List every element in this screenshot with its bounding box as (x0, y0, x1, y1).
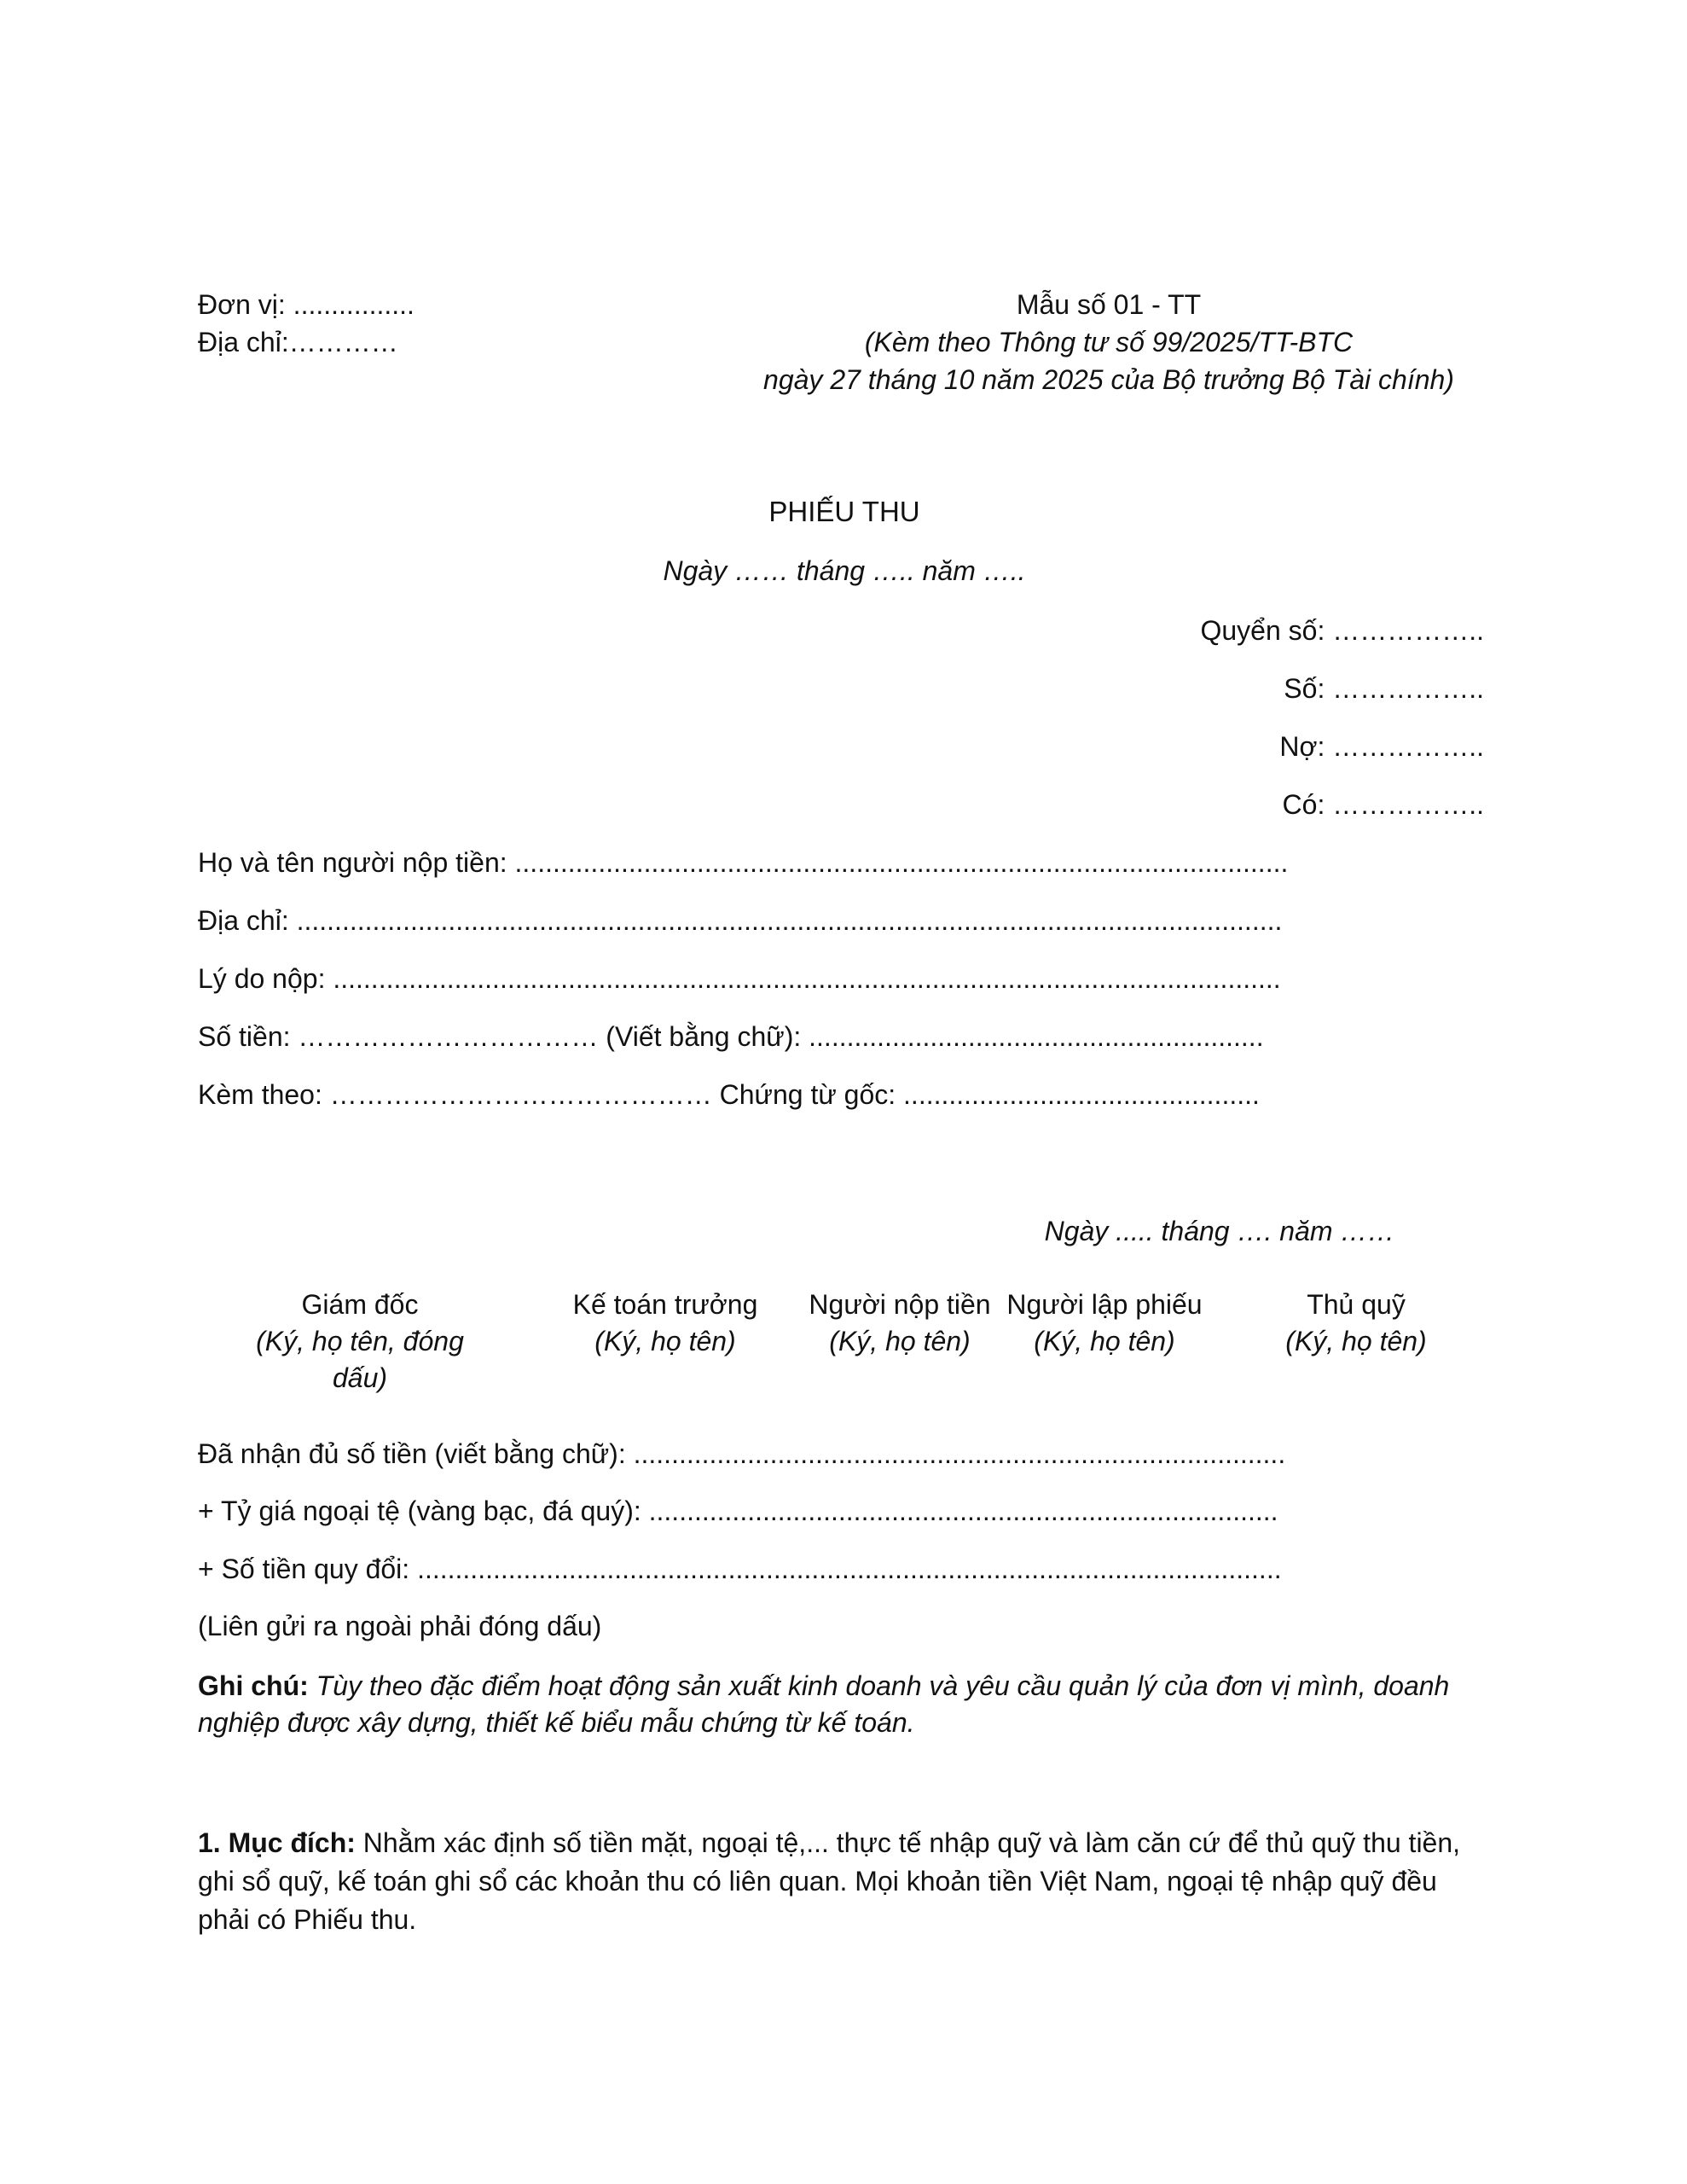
converted-amount-field: + Số tiền quy đổi: .................................................................................................................. (198, 1554, 1282, 1584)
signature-title: Người nộp tiền (809, 1289, 991, 1320)
receipt-number-field: Số: …………….. (1284, 673, 1484, 704)
signature-title: Thủ quỹ (1307, 1289, 1406, 1320)
amount-field: Số tiền: …………………………… (Viết bằng chữ): ............................................................ (198, 1021, 1264, 1052)
document-date: Ngày …… tháng ….. năm ….. (663, 555, 1026, 586)
purpose-label: 1. Mục đích: (198, 1827, 356, 1858)
note-text: Tùy theo đặc điểm hoạt động sản xuất kinh doanh và yêu cầu quản lý của đơn vị mình, doanh nghiệp được xây dựng, thiết kế biểu mẫu chứng từ kế toán. (198, 1670, 1450, 1739)
signature-title: Kế toán trưởng (572, 1289, 758, 1320)
purpose-text: Nhằm xác định số tiền mặt, ngoại tệ,... thực tế nhập quỹ và làm căn cứ để thủ quỹ thu tiền, ghi sổ quỹ, kế toán ghi sổ các khoản thu có liên quan. Mọi khoản tiền Việt Nam, ngoại tệ nhập quỹ đều phải có Phiếu thu. (198, 1827, 1461, 1935)
payer-address-field: Địa chỉ: .................................................................................................................................. (198, 905, 1283, 936)
signature-preparer (981, 1287, 1228, 1360)
signature-date: Ngày ..... tháng …. năm …… (1044, 1216, 1395, 1246)
form-code: Mẫu số 01 - TT (1016, 289, 1202, 320)
stamp-note: (Liên gửi ra ngoài phải đóng dấu) (198, 1611, 602, 1641)
exchange-rate-field: + Tỷ giá ngoại tệ (vàng bạc, đá quý): ................................................................................... (198, 1496, 1278, 1526)
signature-chief-accountant (529, 1287, 802, 1360)
attachments-field: Kèm theo: …………………………………… Chứng từ gốc: ............................................... (198, 1079, 1260, 1110)
signature-note: (Ký, họ tên) (1285, 1326, 1427, 1357)
signature-note: (Ký, họ tên) (594, 1326, 736, 1357)
note-paragraph (198, 1668, 1494, 1741)
form-basis-line-1: (Kèm theo Thông tư số 99/2025/TT-BTC (864, 327, 1354, 357)
signature-payer (802, 1287, 998, 1360)
unit-address-field: Địa chỉ:………… (198, 327, 398, 357)
signature-director (232, 1287, 488, 1397)
debit-field: Nợ: …………….. (1279, 731, 1484, 762)
payer-name-field: Họ và tên người nộp tiền: ...................................................................................................... (198, 847, 1289, 878)
form-basis-line-2: ngày 27 tháng 10 năm 2025 của Bộ trưởng Bộ Tài chính) (763, 364, 1454, 395)
book-number-field: Quyển số: …………….. (1200, 615, 1484, 646)
signature-cashier (1228, 1287, 1484, 1360)
received-amount-field: Đã nhận đủ số tiền (viết bằng chữ): ...................................................................................... (198, 1438, 1286, 1469)
signature-title: Người lập phiếu (1006, 1289, 1203, 1320)
signature-note: (Ký, họ tên) (1034, 1326, 1175, 1357)
signature-note: (Ký, họ tên, đóng dấu) (256, 1326, 464, 1394)
signature-note: (Ký, họ tên) (829, 1326, 971, 1357)
signature-title: Giám đốc (301, 1289, 419, 1320)
payment-reason-field: Lý do nộp: ............................................................................................................................. (198, 963, 1281, 994)
purpose-paragraph (198, 1824, 1494, 1938)
unit-field: Đơn vị: ................ (198, 289, 415, 320)
note-label: Ghi chú: (198, 1670, 309, 1701)
page-title: PHIẾU THU (768, 496, 920, 527)
credit-field: Có: …………….. (1282, 789, 1484, 820)
